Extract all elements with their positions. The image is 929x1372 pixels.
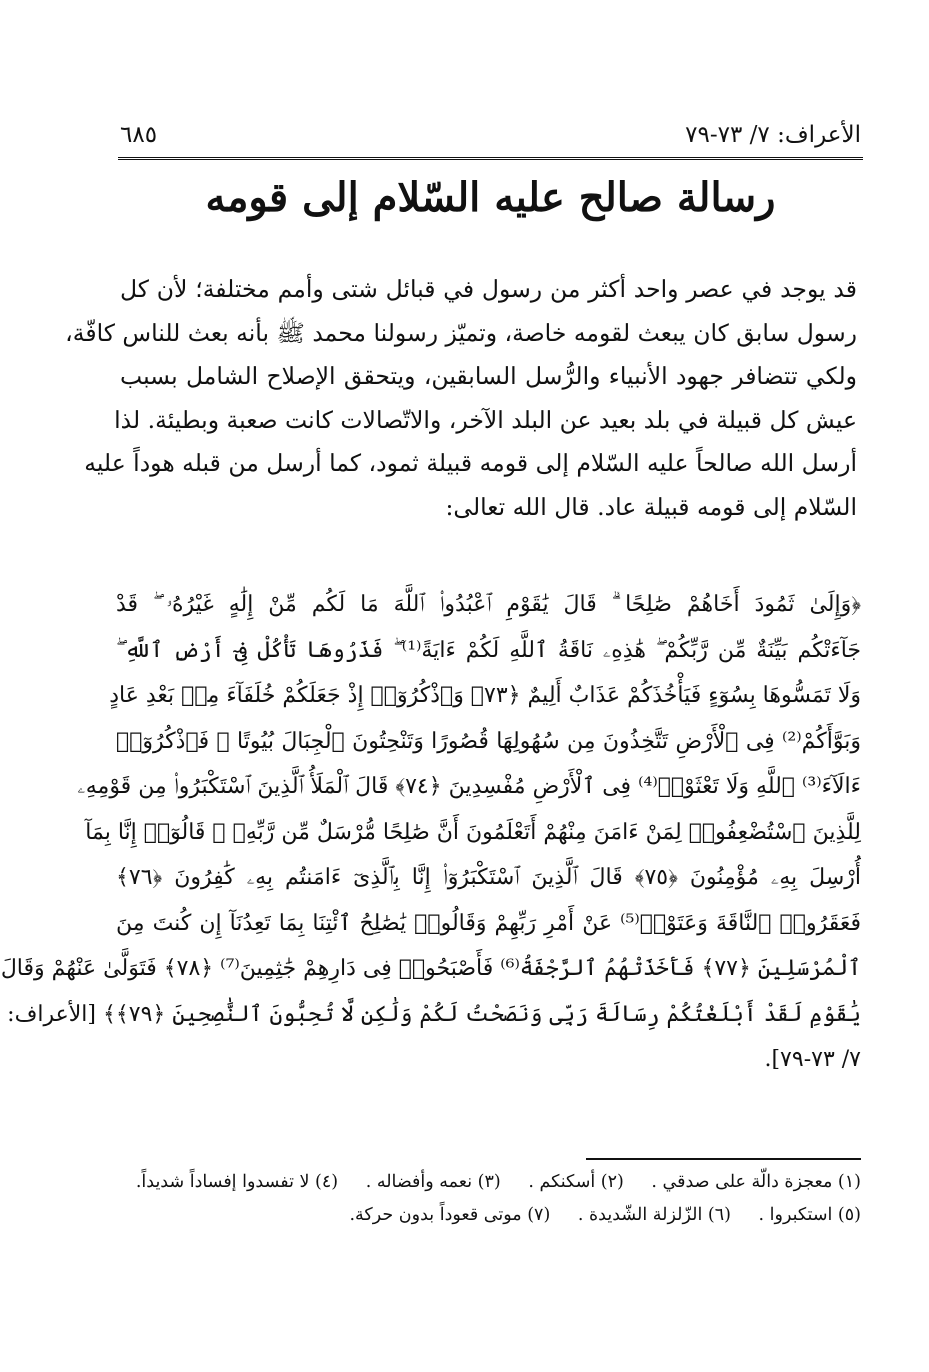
footnote-item: (٤) لا تفسدوا إفساداً شديداً. <box>135 1172 339 1192</box>
verse-line: ءَالَآءَ⁽³⁾ ٱللَّهِ وَلَا تَعْثَوْا۟⁽⁴⁾ فِى ٱلْأَرْضِ مُفْسِدِينَ ﴿٧٤﴾ قَالَ ٱلْمَلَأُ ٱلَّذِينَ ٱسْتَكْبَرُوا۟ مِن قَوْمِهِۦ <box>77 774 861 799</box>
footnote-item: (١) معجزة دالّة على صدقي . <box>651 1172 861 1192</box>
footnote-item: (٦) الزّلزلة الشّديدة . <box>577 1205 731 1225</box>
header-rule <box>118 157 863 160</box>
footnote-item: (٢) أسكنكم . <box>528 1172 624 1192</box>
footnote-item: (٣) نعمه وأفضاله . <box>365 1172 501 1192</box>
verse-line: جَآءَتْكُم بَيِّنَةٌ مِّن رَّبِّكُمْ ۖ هَٰذِهِۦ نَاقَةُ ٱللَّهِ لَكُمْ ءَايَةً⁽¹⁾ ۖ فَذَرُوهَا تَأْكُلْ فِىٓ أَرْضِ ٱللَّهِ ۖ <box>116 637 862 663</box>
verse-line: فَعَقَرُوا۟ ٱلنَّاقَةَ وَعَتَوْا۟⁽⁵⁾ عَنْ أَمْرِ رَبِّهِمْ وَقَالُوا۟ يَٰصَٰلِحُ ٱئْتِنَا بِمَا تَعِدُنَآ إِن كُنتَ مِنَ <box>116 910 861 936</box>
page-header <box>120 122 861 152</box>
verse-line: لِلَّذِينَ ٱسْتُضْعِفُوا۟ لِمَنْ ءَامَنَ مِنْهُمْ أَتَعْلَمُونَ أَنَّ صَٰلِحًا مُّرْسَلٌ مِّن رَّبِّهِۦ ۚ قَالُوٓا۟ إِنَّا بِمَآ <box>85 819 861 845</box>
footnote-rule <box>586 1158 861 1160</box>
verse-line: وَبَوَّأَكُمْ⁽²⁾ فِى ٱلْأَرْضِ تَتَّخِذُونَ مِن سُهُولِهَا قُصُورًا وَتَنْحِتُونَ ٱلْجِبَالَ بُيُوتًا ۖ فَٱذْكُرُوٓا۟ <box>116 728 861 754</box>
verse-line: وَلَا تَمَسُّوهَا بِسُوٓءٍ فَيَأْخُذَكُمْ عَذَابٌ أَلِيمٌ ﴿٧٣﴾ وَٱذْكُرُوٓا۟ إِذْ جَعَلَكُمْ خُلَفَآءَ مِنۢ بَعْدِ عَادٍ <box>109 683 861 708</box>
body-line: عيش كل قبيلة في بلد بعيد عن البلد الآخر، والاتّصالات كانت صعبة وبطيئة. لذا <box>114 405 857 434</box>
verse-line: ٧/ ٧٣-٧٩]. <box>764 1047 861 1072</box>
body-paragraph <box>65 268 857 529</box>
body-line: ولكي تتضافر جهود الأنبياء والرُّسل السابقين، ويتحقق الإصلاح الشامل بسبب <box>120 362 857 390</box>
surah-reference: الأعراف: ٧/ ٧٣-٧٩ <box>685 122 861 148</box>
footnote-item: (٧) موتى قعوداً بدون حركة. <box>349 1205 551 1225</box>
footnote-line <box>120 1166 861 1199</box>
verse-line: ﴿وَإِلَىٰ ثَمُودَ أَخَاهُمْ صَٰلِحًا ۗ قَالَ يَٰقَوْمِ ٱعْبُدُوا۟ ٱللَّهَ مَا لَكُم مِّنْ إِلَٰهٍ غَيْرُهُۥ ۖ قَدْ <box>116 592 861 617</box>
section-title: رسالة صالح عليه السّلام إلى قومه <box>205 174 776 221</box>
body-line: رسول سابق كان يبعث لقومه خاصة، وتميّز رسولنا محمد ﷺ بأنه بعث للناس كافّة، <box>65 318 857 347</box>
quran-verses <box>0 582 862 1083</box>
footnote-line <box>120 1199 861 1232</box>
page-number: ٦٨٥ <box>120 122 158 148</box>
body-line: السّلام إلى قومه قبيلة عاد. قال الله تعالى: <box>445 492 857 521</box>
body-line: قد يوجد في عصر واحد أكثر من رسول في قبائل شتى وأمم مختلفة؛ لأن كل <box>120 275 857 303</box>
footnote-item: (٥) استكبروا . <box>758 1205 861 1225</box>
verse-line: يَٰقَوْمِ لَقَدْ أَبْلَغْتُكُمْ رِسَالَةَ رَبِّى وَنَصَحْتُ لَكُمْ وَلَٰكِن لَّا تُحِبُّونَ ٱلنَّٰصِحِينَ ﴿٧٩﴾﴾ [الأعراف: <box>7 1001 861 1027</box>
body-line: أرسل الله صالحاً عليه السّلام إلى قومه قبيلة ثمود، كما أرسل من قبله هوداً عليه <box>84 449 857 477</box>
verse-line: ٱلْمُرْسَلِينَ ﴿٧٧﴾ فَأَخَذَتْهُمُ ٱلرَّجْفَةُ⁽⁶⁾ فَأَصْبَحُوا۟ فِى دَارِهِمْ جَٰثِمِينَ⁽⁷⁾ ﴿٧٨﴾ فَتَوَلَّىٰ عَنْهُمْ وَقَالَ <box>0 956 861 981</box>
verse-line: أُرْسِلَ بِهِۦ مُؤْمِنُونَ ﴿٧٥﴾ قَالَ ٱلَّذِينَ ٱسْتَكْبَرُوٓا۟ إِنَّا بِٱلَّذِىٓ ءَامَنتُم بِهِۦ كَٰفِرُونَ ﴿٧٦﴾ <box>116 865 861 890</box>
footnotes <box>120 1166 861 1232</box>
